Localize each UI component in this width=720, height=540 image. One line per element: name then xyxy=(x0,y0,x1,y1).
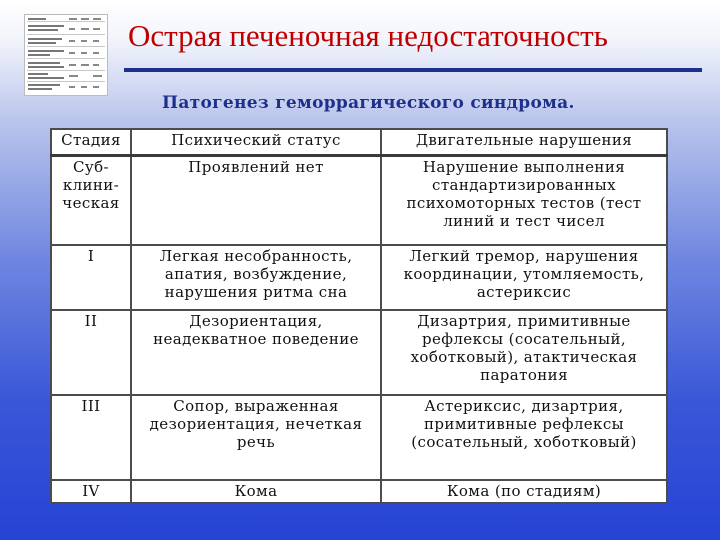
slide-subtitle: Патогенез геморрагического синдрома. xyxy=(162,93,575,113)
motor-disorders-cell: Астериксис, дизартрия, примитивные рефлексы (сосательный, хоботковый) xyxy=(381,395,667,480)
title-underline xyxy=(124,68,702,72)
mental-status-cell: Дезориентация, неадекватное поведение xyxy=(131,310,381,395)
table-row xyxy=(51,310,667,395)
stage-cell: I xyxy=(51,245,131,310)
stage-cell: II xyxy=(51,310,131,395)
mental-status-cell: Кома xyxy=(131,480,381,503)
motor-disorders-cell: Дизартрия, примитивные рефлексы (сосательный, хоботковый), атактическая паратония xyxy=(381,310,667,395)
header-motor-disorders: Двигательные нарушения xyxy=(381,129,667,155)
stage-cell: Суб-клини-ческая xyxy=(51,155,131,245)
table-row xyxy=(51,245,667,310)
table-row xyxy=(51,155,667,245)
table-row xyxy=(51,480,667,503)
mental-status-cell: Легкая несобранность, апатия, возбуждение, нарушения ритма сна xyxy=(131,245,381,310)
stages-table xyxy=(50,128,668,504)
table-header-row xyxy=(51,129,667,155)
slide-title: Острая печеночная недостаточность xyxy=(128,18,608,53)
motor-disorders-cell: Нарушение выполнения стандартизированных психомоторных тестов (тест линий и тест чисел xyxy=(381,155,667,245)
stage-cell: IV xyxy=(51,480,131,503)
motor-disorders-cell: Кома (по стадиям) xyxy=(381,480,667,503)
mental-status-cell: Сопор, выраженная дезориентация, нечеткая речь xyxy=(131,395,381,480)
header-stage: Стадия xyxy=(51,129,131,155)
slide-thumbnail-image xyxy=(24,14,108,96)
mental-status-cell: Проявлений нет xyxy=(131,155,381,245)
motor-disorders-cell: Легкий тремор, нарушения координации, утомляемость, астериксис xyxy=(381,245,667,310)
table-row xyxy=(51,395,667,480)
header-mental-status: Психический статус xyxy=(131,129,381,155)
stage-cell: III xyxy=(51,395,131,480)
